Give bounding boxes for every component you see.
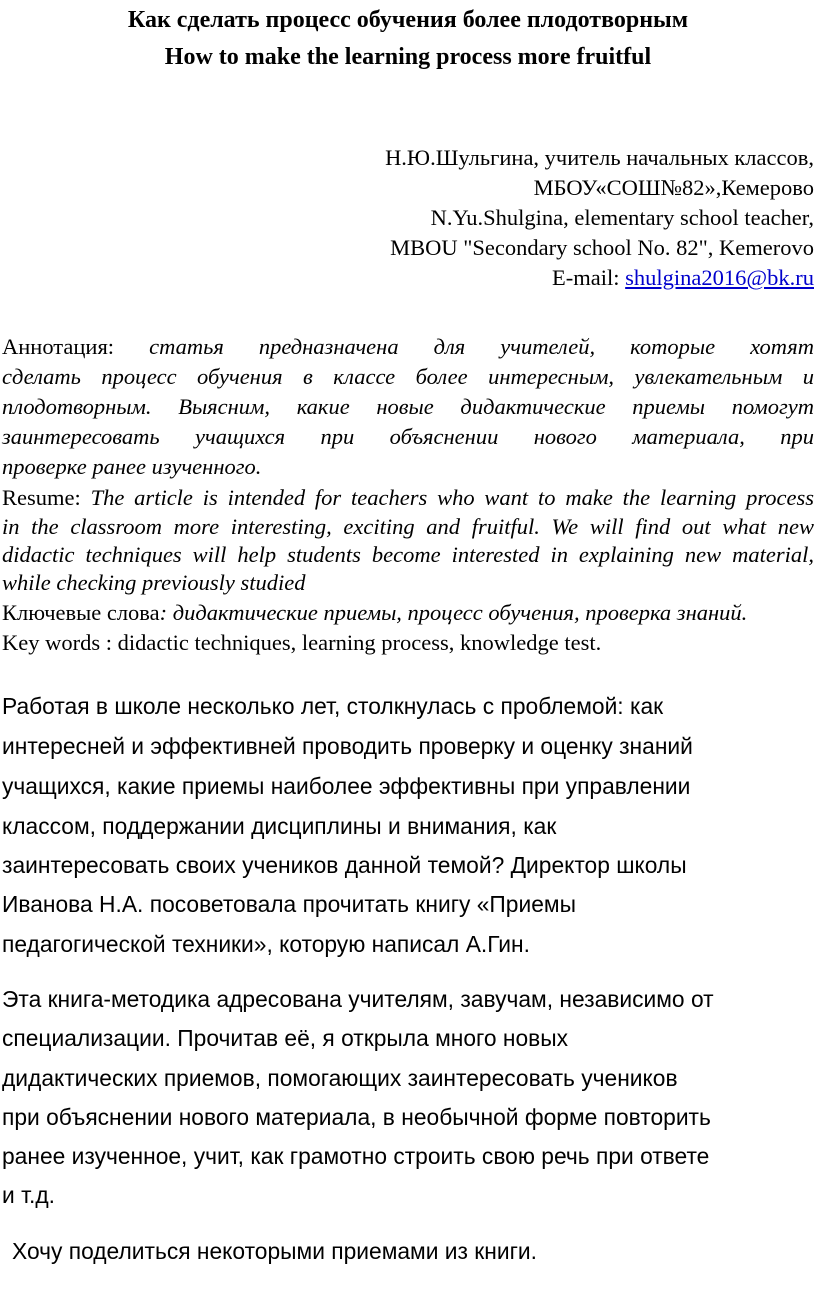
resume-en-line-2: in the classroom more interesting, exciting and fruitful. We will find out what new [2, 514, 814, 539]
keywords-en-text: : didactic techniques, learning process, knowledge test. [100, 630, 602, 655]
abstract-ru-line-4: заинтересовать учащихся при объяснении нового материала, при [2, 424, 814, 449]
resume-en-line-3: didactic techniques will help students become interested in explaining new material, [2, 542, 814, 567]
abstract-ru-line-5: проверке ранее изученного. [2, 454, 262, 479]
email-label: E-mail: [552, 265, 626, 290]
abstract-ru-text-1: статья предназначена для учителей, которые хотят [149, 334, 814, 359]
keywords-ru-text: : дидактические приемы, процесс обучения, проверка знаний. [159, 600, 748, 625]
abstract-ru-line-3: плодотворным. Выясним, какие новые дидактические приемы помогут [2, 394, 814, 419]
para2-line-4: при объяснении нового материала, в необычной форме повторить [2, 1104, 711, 1130]
para1-line-2: интересней и эффективней проводить проверку и оценку знаний [2, 733, 693, 759]
keywords-ru [2, 598, 814, 628]
para1-line-3: учащихся, какие приемы наиболее эффективны при управлении [2, 773, 691, 799]
title-ru: Как сделать процесс обучения более плодотворным [127, 7, 689, 33]
para1-line-7: педагогической техники», которую написал А.Гин. [2, 931, 530, 957]
para2-line-5: ранее изученное, учит, как грамотно строить свою речь при ответе [2, 1143, 710, 1169]
abstract-ru-label: Аннотация: [2, 334, 115, 359]
keywords-en-label: Key words [2, 630, 101, 655]
keywords-ru-label: Ключевые слова [2, 600, 160, 625]
abstract-ru-line-2: сделать процесс обучения в классе более интересным, увлекательным и [2, 364, 814, 389]
para2-line-6: и т.д. [2, 1182, 55, 1208]
para1-line-4: классом, поддержании дисциплины и внимания, как [2, 813, 557, 839]
author-school-en: MBOU "Secondary school No. 82", Kemerovo [390, 235, 814, 260]
resume-en-text-1: The article is intended for teachers who want to make the learning process [90, 485, 815, 510]
abstract-ru-line-1 [2, 332, 814, 362]
para1-line-6: Иванова Н.А. посоветовала прочитать книгу «Приемы [2, 891, 576, 917]
para2-line-3: дидактических приемов, помогающих заинтересовать учеников [2, 1065, 678, 1091]
author-name-ru: Н.Ю.Шульгина, учитель начальных классов, [385, 145, 814, 170]
para2-line-1: Эта книга-методика адресована учителям, завучам, независимо от [2, 986, 714, 1012]
resume-en-line-4: while checking previously studied [2, 570, 306, 595]
resume-en-line-1 [2, 483, 814, 513]
resume-en-label: Resume: [2, 485, 81, 510]
para3-line-1: Хочу поделиться некоторыми приемами из книги. [12, 1238, 537, 1264]
para1-line-5: заинтересовать своих учеников данной темой? Директор школы [2, 852, 687, 878]
author-name-en: N.Yu.Shulgina, elementary school teacher, [430, 205, 814, 230]
para1-line-1: Работая в школе несколько лет, столкнулась с проблемой: как [2, 693, 664, 719]
title-en: How to make the learning process more fruitful [164, 44, 652, 70]
para2-line-2: специализации. Прочитав её, я открыла много новых [2, 1025, 569, 1051]
author-school-ru: МБОУ«СОШ№82»,Кемерово [533, 175, 814, 200]
keywords-en [2, 628, 814, 658]
author-email [114, 263, 814, 293]
email-link[interactable]: shulgina2016@bk.ru [625, 265, 814, 290]
